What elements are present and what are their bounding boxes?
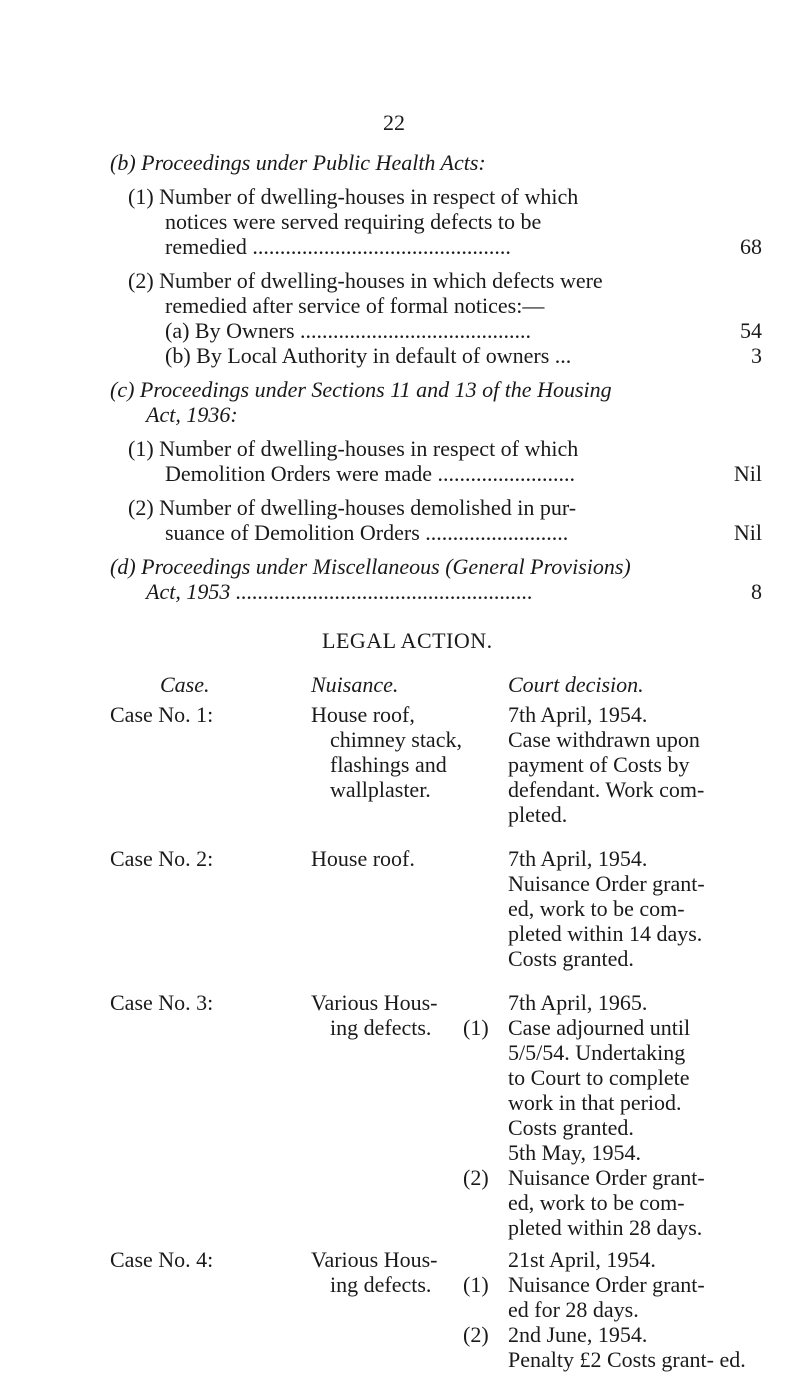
court-marker: (1) (463, 1015, 489, 1040)
court-line: 7th April, 1954. (508, 702, 648, 727)
section-b-item2-line1: (2) Number of dwelling-houses in which defects were (128, 268, 603, 293)
section-b-item2a-value: 54 (740, 318, 762, 343)
court-marker: (1) (463, 1272, 489, 1297)
nuisance-line: Various Hous- (311, 1247, 438, 1272)
nuisance-line: flashings and (330, 752, 447, 777)
court-line: ed. (713, 1347, 746, 1372)
nuisance-line: House roof. (311, 846, 415, 871)
court-line: pleted. (508, 802, 568, 827)
court-line: ed, work to be com- (508, 1190, 685, 1215)
section-c-item1-line1: (1) Number of dwelling-houses in respect of which (128, 436, 579, 461)
section-b-item1-line2: notices were served requiring defects to be (165, 209, 542, 234)
section-b-item2b-value: 3 (751, 343, 762, 368)
court-line: 21st April, 1954. (508, 1247, 656, 1272)
section-c-item2-line1: (2) Number of dwelling-houses demolished in pur- (128, 495, 577, 520)
column-header-case: Case. (160, 672, 210, 697)
nuisance-line: Various Hous- (311, 990, 438, 1015)
court-marker: (2) (463, 1322, 489, 1347)
nuisance-line: chimney stack, (330, 727, 462, 752)
court-line: payment of Costs by (508, 752, 690, 777)
court-line: 7th April, 1965. (508, 990, 648, 1015)
nuisance-line: wallplaster. (330, 777, 431, 802)
court-line: ed, work to be com- (508, 896, 685, 921)
section-c-item1-value: Nil (733, 461, 762, 486)
column-header-nuisance: Nuisance. (311, 672, 399, 697)
court-line: defendant. Work com- (508, 777, 705, 802)
court-line: Costs granted. (508, 946, 634, 971)
section-c-heading-line2: Act, 1936: (146, 402, 238, 427)
section-b-item1-value: 68 (740, 234, 762, 259)
court-marker: (2) (463, 1165, 489, 1190)
section-c-heading-line1: (c) Proceedings under Sections 11 and 13 of the Housing (110, 377, 612, 402)
section-c-item2-value: Nil (733, 520, 762, 545)
court-line: Case withdrawn upon (508, 727, 700, 752)
court-line: Nuisance Order grant- (508, 1165, 705, 1190)
nuisance-line: ing defects. (330, 1272, 432, 1297)
column-header-court-decision: Court decision. (508, 672, 644, 697)
section-b-item1-line1: (1) Number of dwelling-houses in respect of which (128, 184, 579, 209)
nuisance-line: ing defects. (330, 1015, 432, 1040)
court-line: Nuisance Order grant- (508, 871, 705, 896)
section-b-item2-line2: remedied after service of formal notices:— (165, 293, 545, 318)
section-b-item1-line3: remedied ............................................... (165, 234, 511, 259)
case-label: Case No. 2: (110, 846, 214, 871)
section-b-heading: (b) Proceedings under Public Health Acts: (110, 150, 486, 175)
court-line: pleted within 28 days. (508, 1215, 703, 1240)
case-label: Case No. 1: (110, 702, 214, 727)
court-line: 5th May, 1954. (508, 1140, 642, 1165)
legal-action-title: LEGAL ACTION. (322, 628, 493, 653)
court-line: to Court to complete (508, 1065, 690, 1090)
court-line: 5/5/54. Undertaking (508, 1040, 686, 1065)
nuisance-line: House roof, (311, 702, 415, 727)
court-line: Penalty £2 Costs grant- ed. (508, 1347, 746, 1372)
court-line: 7th April, 1954. (508, 846, 648, 871)
court-line: work in that period. (508, 1090, 682, 1115)
case-label: Case No. 3: (110, 990, 214, 1015)
section-c-item1-line2: Demolition Orders were made ......................... (165, 461, 575, 486)
court-line: ed for 28 days. (508, 1297, 639, 1322)
court-line: Nuisance Order grant- (508, 1272, 705, 1297)
section-b-item2b: (b) By Local Authority in default of owners ... (165, 343, 572, 368)
court-line: pleted within 14 days. (508, 921, 703, 946)
section-b-item2a: (a) By Owners .......................................... (165, 318, 532, 343)
case-label: Case No. 4: (110, 1247, 214, 1272)
court-line: Case adjourned until (508, 1015, 691, 1040)
section-c-item2-line2: suance of Demolition Orders .......................... (165, 520, 569, 545)
court-line: 2nd June, 1954. (508, 1322, 648, 1347)
section-d-value: 8 (751, 579, 762, 604)
court-line: Costs granted. (508, 1115, 634, 1140)
section-d-heading-line2: Act, 1953 ...................................................... (146, 579, 533, 604)
page-number: 22 (383, 110, 405, 135)
section-d-heading-line1: (d) Proceedings under Miscellaneous (General Provisions) (110, 554, 631, 579)
